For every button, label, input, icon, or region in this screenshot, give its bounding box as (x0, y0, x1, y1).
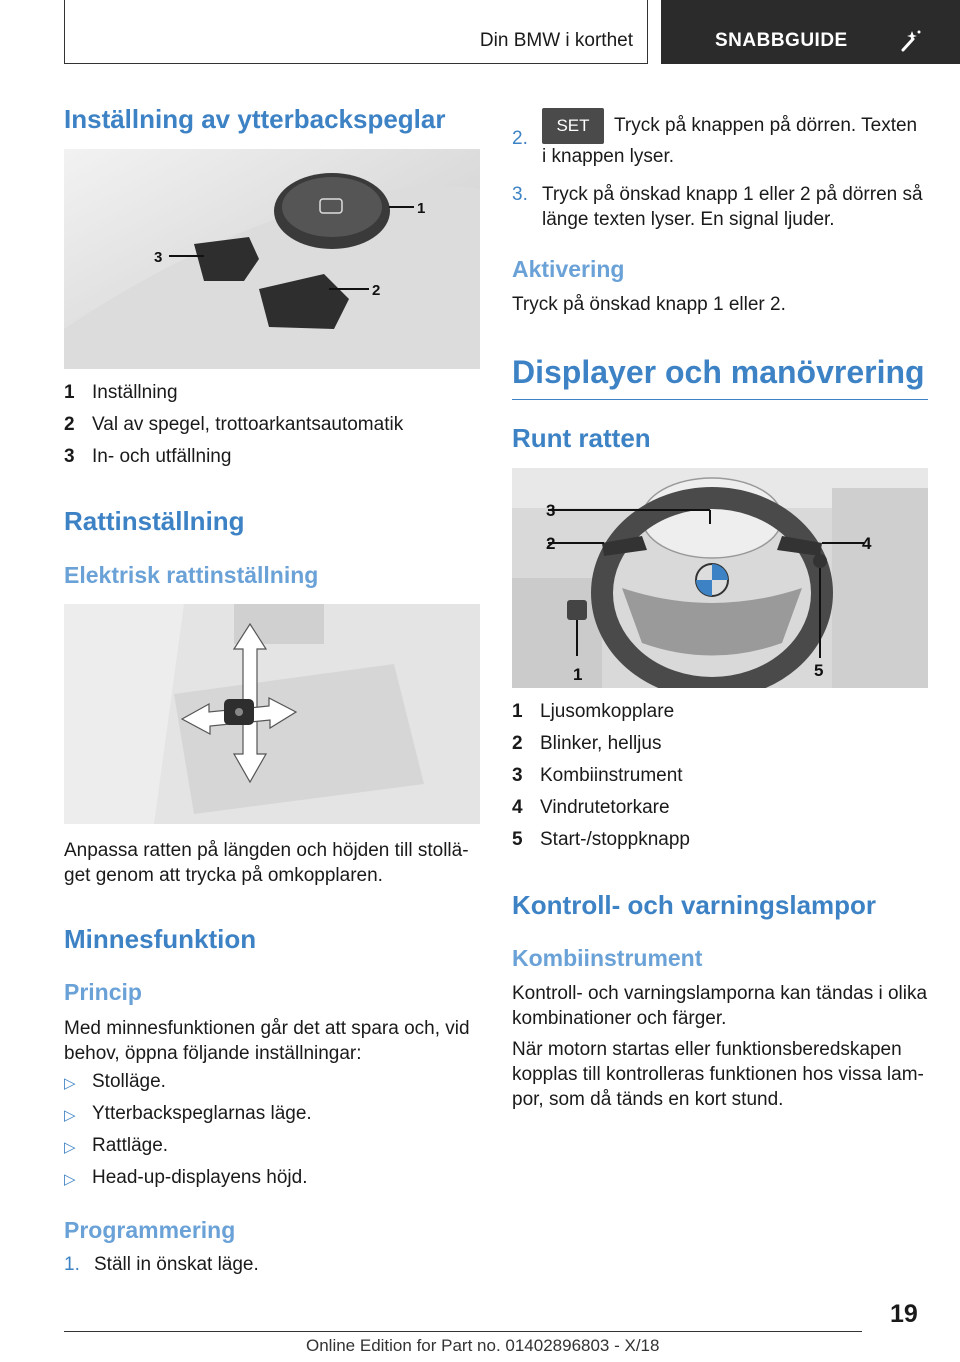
triangle-bullet-icon: ▷ (64, 1171, 76, 1188)
header-tab-label: SNABBGUIDE (715, 30, 848, 51)
wheel-figure-label-1: 1 (573, 665, 583, 684)
programming-step-3: 3. Tryck på önskad knapp 1 eller 2 på dörren så länge texten lyser. En signal ljuder. (512, 184, 923, 230)
legend-item: 1 Inställning (64, 382, 178, 403)
wheel-figure-label-5: 5 (814, 661, 824, 680)
principle-title: Princip (64, 979, 142, 1005)
principle-text: Med minnesfunktionen går det att spara och, vid behov, öppna följande inställningar: (64, 1018, 470, 1064)
wheel-section-title: Runt ratten (512, 423, 651, 453)
displays-section-title: Displayer och manövrering (512, 354, 928, 400)
steering-wheel-figure (512, 468, 928, 688)
mirror-figure-label-2: 2 (372, 282, 381, 299)
programming-title: Programmering (64, 1217, 236, 1243)
wheel-figure-label-4: 4 (862, 534, 872, 553)
cluster-title: Kombiinstrument (512, 945, 703, 971)
programming-step-2: 2. SET Tryck på knappen på dörren. Texten i knappen lyser. (512, 108, 928, 169)
header-right-tab[interactable] (661, 0, 960, 64)
legend-item: 2 Blinker, helljus (512, 733, 662, 754)
page-number: 19 (890, 1300, 918, 1328)
wheel-figure-label-2: 2 (546, 534, 556, 553)
legend-item: 5 Start-/stoppknapp (512, 829, 690, 850)
steering-adjust-figure (64, 604, 480, 824)
programming-step-1: 1. Ställ in önskat läge. (64, 1254, 259, 1275)
mirror-section-title: Inställning av ytterbackspeglar (64, 104, 446, 134)
legend-item: 3 In- och utfällning (64, 446, 232, 467)
footer-divider (64, 1331, 862, 1332)
triangle-bullet-icon: ▷ (64, 1139, 76, 1156)
wheel-figure-label-3: 3 (546, 501, 556, 520)
legend-item: 1 Ljusomkopplare (512, 701, 675, 722)
activation-title: Aktivering (512, 256, 625, 282)
steering-description: Anpassa ratten på längden och höjden till stollä- get genom att trycka på omkopplaren. (64, 840, 469, 886)
lamps-section-title: Kontroll- och varningslampor (512, 890, 877, 920)
footer-edition: Online Edition for Part no. 01402896803 - X/18 (306, 1336, 660, 1355)
legend-item: 2 Val av spegel, trottoarkantsautomatik (64, 414, 404, 435)
list-item: ▷ Head-up-displayens höjd. (64, 1167, 312, 1199)
list-item: ▷ Stolläge. (64, 1071, 312, 1103)
mirror-legend (64, 382, 403, 478)
set-button-icon: SET (542, 108, 604, 144)
mirror-figure-label-3: 3 (154, 249, 163, 266)
steering-section-title: Rattinställning (64, 506, 245, 536)
mirror-figure-label-1: 1 (417, 200, 426, 217)
electric-steering-title: Elektrisk rattinställning (64, 562, 319, 588)
activation-text: Tryck på önskad knapp 1 eller 2. (512, 294, 786, 315)
engine-start-text: När motorn startas eller funktionsberedskapen kopplas till kontrolleras funktionen hos vissa lam- por, som då tänds en kort stund. (512, 1039, 924, 1110)
cluster-text: Kontroll- och varningslamporna kan tändas i olika kombinationer och färger. (512, 983, 928, 1029)
wand-icon (897, 28, 923, 54)
memory-section-title: Minnesfunktion (64, 924, 257, 954)
list-item: ▷ Ytterbackspeglarnas läge. (64, 1103, 312, 1135)
wheel-legend (512, 701, 690, 861)
legend-item: 3 Kombiinstrument (512, 765, 683, 786)
triangle-bullet-icon: ▷ (64, 1107, 76, 1124)
header-section-title: Din BMW i korthet (479, 30, 633, 51)
list-item: ▷ Rattläge. (64, 1135, 312, 1167)
legend-item: 4 Vindrutetorkare (512, 797, 670, 818)
memory-settings-list (64, 1071, 312, 1199)
header-left-box (64, 0, 648, 64)
mirror-control-figure (64, 149, 480, 369)
triangle-bullet-icon: ▷ (64, 1075, 76, 1092)
